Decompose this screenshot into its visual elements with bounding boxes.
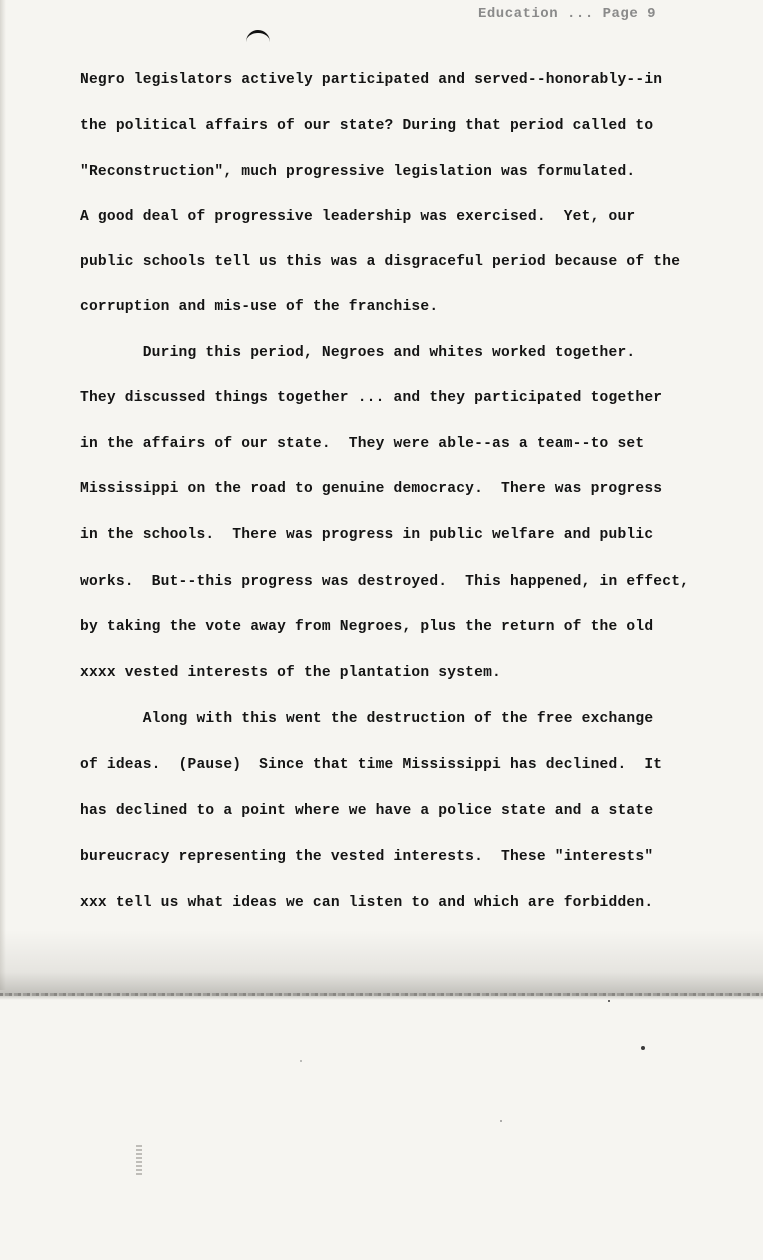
scan-smudge [136,1145,142,1175]
text-line: works. But--this progress was destroyed. This happened, in effect, [80,574,690,590]
text-line: Along with this went the destruction of the free exchange [80,711,654,727]
text-line: in the affairs of our state. They were able--as a team--to set [80,436,645,452]
text-line: Mississippi on the road to genuine democracy. There was progress [80,481,663,497]
text-line: has declined to a point where we have a police state and a state [80,803,654,819]
text-line: corruption and mis-use of the franchise. [80,299,439,315]
text-line: During this period, Negroes and whites worked together. [80,345,636,361]
scan-speck [500,1120,502,1122]
text-line: "Reconstruction", much progressive legislation was formulated. [80,164,636,180]
text-line: of ideas. (Pause) Since that time Mississippi has declined. It [80,757,663,773]
scan-speck [641,1046,645,1050]
scan-speck [300,1060,302,1062]
text-line: bureucracy representing the vested interests. These "interests" [80,849,654,865]
pen-mark [246,30,270,47]
text-line: in the schools. There was progress in public welfare and public [80,527,654,543]
scan-fold-line [0,993,763,996]
scan-shadow [0,930,763,1000]
text-line: by taking the vote away from Negroes, plus the return of the old [80,619,654,635]
text-line: public schools tell us this was a disgraceful period because of the [80,254,681,270]
text-line: xxxx vested interests of the plantation system. [80,665,502,681]
scan-edge [0,0,6,990]
text-line: They discussed things together ... and they participated together [80,390,663,406]
text-line: Negro legislators actively participated and served--honorably--in [80,72,663,88]
text-line: xxx tell us what ideas we can listen to and which are forbidden. [80,895,654,911]
text-line: A good deal of progressive leadership was exercised. Yet, our [80,209,636,225]
page-header: Education ... Page 9 [478,6,657,22]
scan-speck [608,1000,610,1002]
text-line: the political affairs of our state? During that period called to [80,118,654,134]
